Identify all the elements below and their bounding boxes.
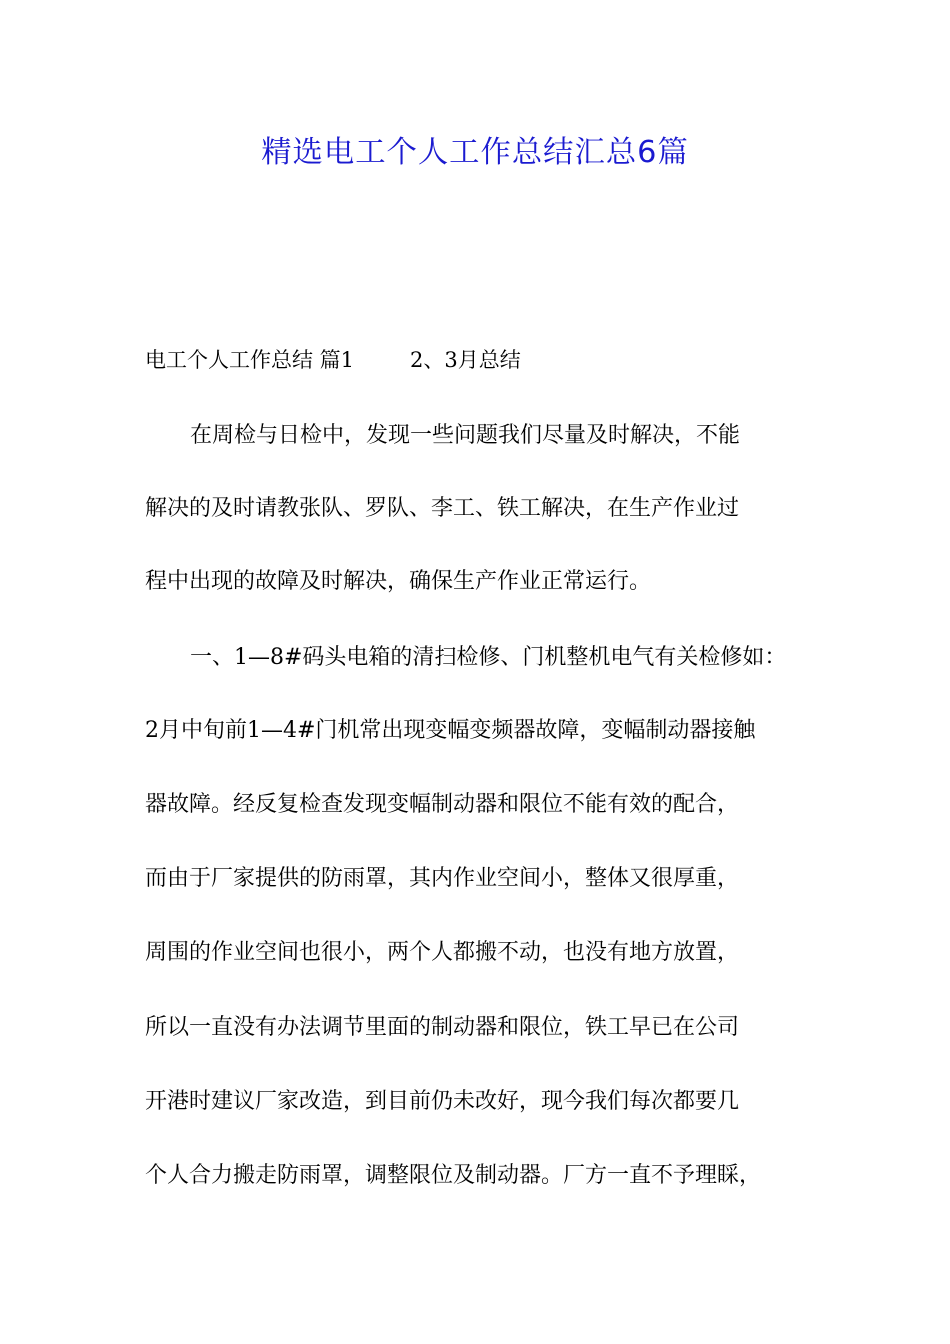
paragraph-line: 程中出现的故障及时解决，确保生产作业正常运行。: [145, 569, 652, 594]
section-heading: 电工个人工作总结 篇1: [145, 348, 355, 372]
section-heading-row: [145, 344, 521, 376]
paragraph-line: 周围的作业空间也很小，两个人都搬不动，也没有地方放置，: [145, 940, 740, 965]
paragraph-line: 解决的及时请教张队、罗队、李工、铁工解决，在生产作业过: [145, 496, 740, 521]
paragraph-line: 而由于厂家提供的防雨罩，其内作业空间小，整体又很厚重，: [145, 866, 740, 891]
document-title: 精选电工个人工作总结汇总6篇: [261, 135, 689, 170]
paragraph-line: 开港时建议厂家改造，到目前仍未改好，现今我们每次都要几: [145, 1089, 740, 1114]
paragraph-line: 个人合力搬走防雨罩，调整限位及制动器。厂方一直不予理睬，: [145, 1163, 762, 1188]
paragraph-line: 在周检与日检中，发现一些问题我们尽量及时解决，不能: [190, 423, 741, 448]
paragraph-line: 器故障。经反复检查发现变幅制动器和限位不能有效的配合，: [145, 792, 740, 817]
paragraph-line: 2月中旬前1—4#门机常出现变幅变频器故障，变幅制动器接触: [145, 718, 756, 743]
paragraph-line: 所以一直没有办法调节里面的制动器和限位，铁工早已在公司: [145, 1015, 740, 1040]
section-subheading: 2、3月总结: [410, 348, 521, 372]
paragraph-line: 一、1—8#码头电箱的清扫检修、门机整机电气有关检修如：: [190, 645, 787, 670]
